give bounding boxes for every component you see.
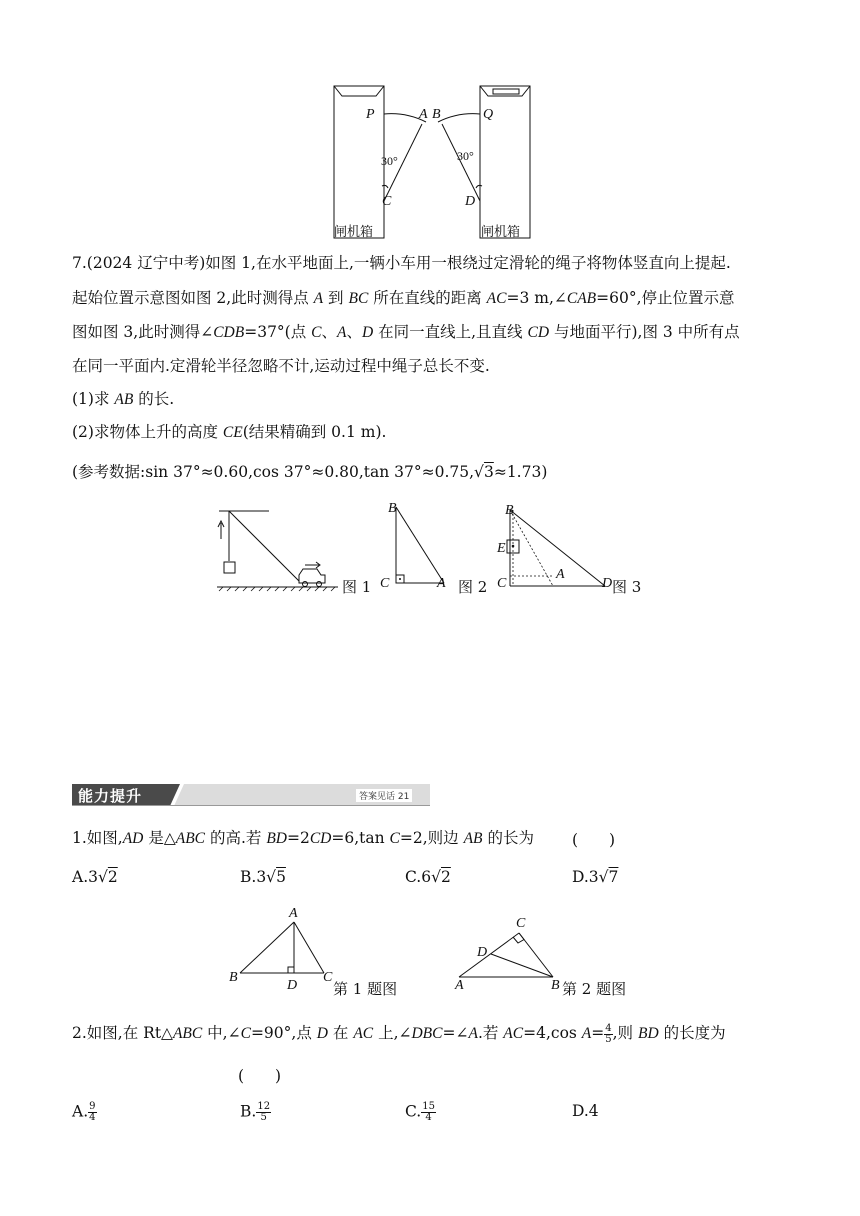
q7-fig3-label-c: C <box>497 576 507 591</box>
q1-option-a[interactable]: A.3√2 <box>72 868 118 886</box>
q1-figure-caption: 第 1 题图 <box>333 980 398 998</box>
q7-line-3: 图如图 3,此时测得∠CDB=37°(点 C、A、D 在同一直线上,且直线 CD 与地面平行),图 3 中所有点 <box>72 323 740 341</box>
q1-fig-label-d: D <box>287 978 298 993</box>
banner-answer-ref: 答案见话 21 <box>356 789 412 802</box>
q1-fig-label-a: A <box>289 906 298 921</box>
q1-figure <box>236 918 336 978</box>
q1-option-c[interactable]: C.6√2 <box>405 868 451 886</box>
gate-label-q: Q <box>483 107 494 122</box>
q2-cos-fraction: $\frac{4}{5}$ <box>605 1022 612 1045</box>
q2-fig-label-a: A <box>455 978 464 993</box>
q2-option-d[interactable]: D.4 <box>572 1102 599 1120</box>
q7-fig3-label-d: D <box>602 576 613 591</box>
q7-fig2-label-a: A <box>437 576 446 591</box>
q2-figure-caption: 第 2 题图 <box>562 980 627 998</box>
q2-fig-label-d: D <box>477 945 488 960</box>
q7-sub-1: (1)求 AB 的长. <box>72 390 175 408</box>
q7-fig2-label-b: B <box>388 501 397 516</box>
gate-box-left-label: 闸机箱 <box>334 225 374 240</box>
q2-option-c[interactable]: C. $\frac{15}{4}$ <box>405 1101 435 1123</box>
q7-figure-3-caption: 图 3 <box>612 578 642 596</box>
banner-title: 能力提升 <box>78 787 143 805</box>
q1-fig-label-c: C <box>323 970 333 985</box>
q7-fig3-label-e: E <box>497 541 506 556</box>
q2-figure <box>455 925 560 985</box>
q7-figure-1-caption: 图 1 <box>342 578 372 596</box>
q7-fig2-label-c: C <box>380 576 390 591</box>
q7-sub-2: (2)求物体上升的高度 CE(结果精确到 0.1 m). <box>72 423 387 441</box>
section-banner <box>72 784 430 806</box>
q1-fig-label-b: B <box>229 970 238 985</box>
q7-figure-2-caption: 图 2 <box>458 578 488 596</box>
q2-answer-paren: ( ) <box>238 1067 282 1085</box>
q7-fig3-label-a: A <box>556 567 565 582</box>
gate-box-right-label: 闸机箱 <box>481 225 521 240</box>
q2-option-b[interactable]: B. $\frac{12}{5}$ <box>240 1101 271 1123</box>
q2-option-a[interactable]: A. $\frac{9}{4}$ <box>72 1101 96 1123</box>
gate-label-d: D <box>465 194 476 209</box>
q2-fig-label-b: B <box>551 978 560 993</box>
q7-line-1: 7.(2024 辽宁中考)如图 1,在水平地面上,一辆小车用一根绕过定滑轮的绳子将物体竖直向上提起. <box>72 254 731 272</box>
gate-label-c: C <box>382 194 392 209</box>
q2-stem: 2.如图,在 Rt△ABC 中,∠C=90°,点 D 在 AC 上,∠DBC=∠A.若 AC=4,cos A= $\frac{4}{5}$ ,则 BD 的长度为 <box>72 1022 726 1045</box>
gate-angle-left: 30° <box>381 154 398 168</box>
q2-fig-label-c: C <box>516 916 526 931</box>
gate-angle-right: 30° <box>457 149 474 163</box>
gate-label-p: P <box>366 107 375 122</box>
q1-answer-paren: ( ) <box>572 831 616 849</box>
gate-label-a: A <box>419 107 428 122</box>
q7-figure-1 <box>213 505 343 595</box>
q7-reference-data: (参考数据:sin 37°≈0.60,cos 37°≈0.80,tan 37°≈0.75,√3≈1.73) <box>72 463 548 481</box>
q1-stem: 1.如图,AD 是△ABC 的高.若 BD=2CD=6,tan C=2,则边 AB 的长为 <box>72 829 534 847</box>
gate-label-b: B <box>432 107 441 122</box>
q1-option-b[interactable]: B.3√5 <box>240 868 286 886</box>
q1-option-d[interactable]: D.3√7 <box>572 868 619 886</box>
q7-fig3-label-b: B <box>505 503 514 518</box>
q7-line-4: 在同一平面内.定滑轮半径忽略不计,运动过程中绳子总长不变. <box>72 357 490 375</box>
q7-line-2: 起始位置示意图如图 2,此时测得点 A 到 BC 所在直线的距离 AC=3 m,∠CAB=60°,停止位置示意 <box>72 289 735 307</box>
